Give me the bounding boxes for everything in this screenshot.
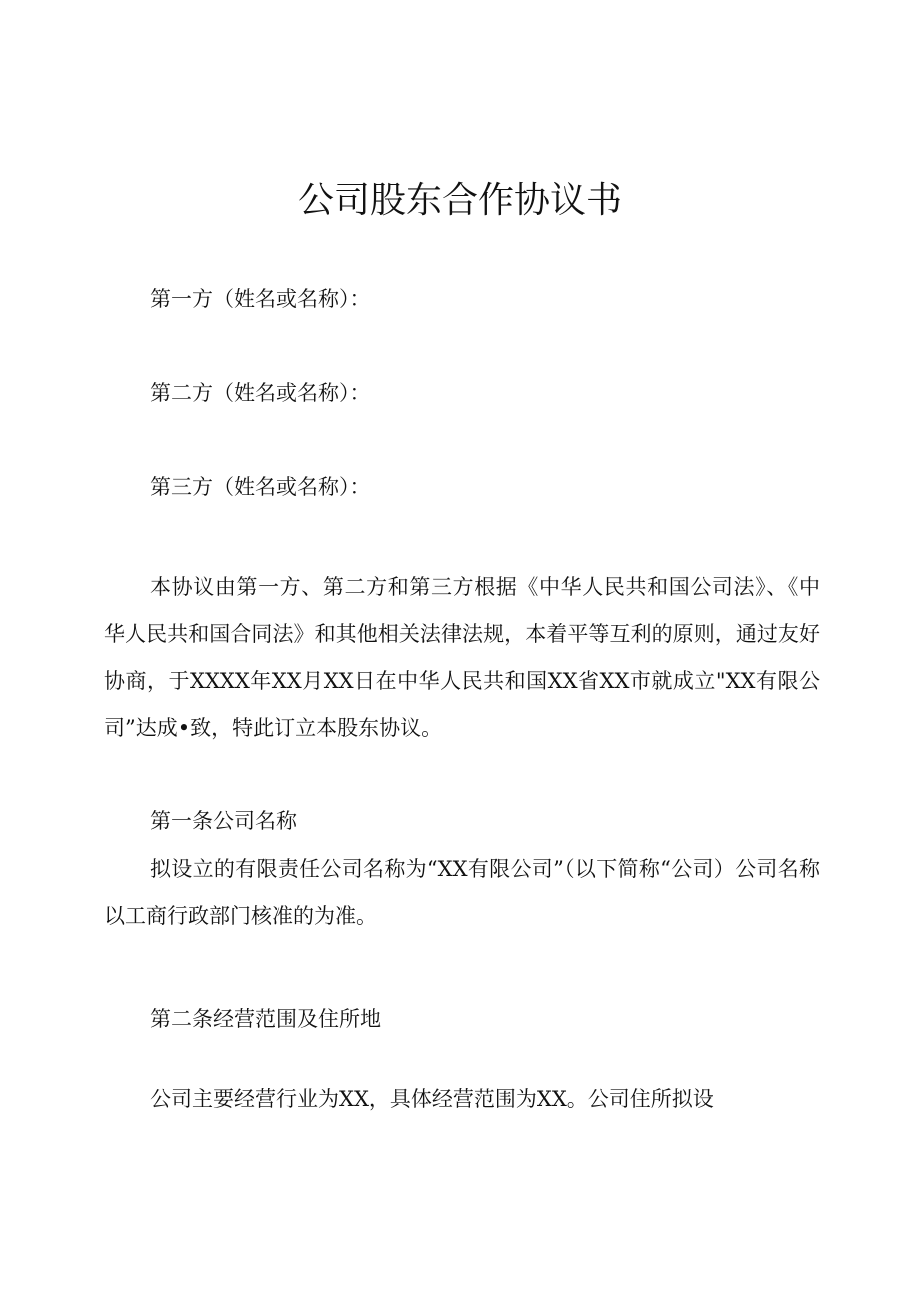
- party-three-line: 第三方（姓名或名称）：: [150, 475, 371, 499]
- article-two-heading: 第二条经营范围及住所地: [150, 1007, 381, 1031]
- party-two-line: 第二方（姓名或名称）：: [150, 381, 371, 405]
- article-two-body: 公司主要经营行业为XX，具体经营范围为XX。公司住所拟设: [150, 1087, 714, 1111]
- intro-paragraph: 本协议由第一方、第二方和第三方根据《中华人民共和国公司法》、《中华人民共和国合同法》和其他相关法律法规，本着平等互利的原则，通过友好协商，于XXXX年XX月XX日在中华人民共和国XX省XX市就成立"XX有限公司”达成•致，特此订立本股东协议。: [104, 575, 820, 740]
- article-one-body: 拟设立的有限责任公司名称为“XX有限公司”（以下简称“公司）公司名称以工商行政部门核准的为准。: [104, 857, 820, 928]
- article-one-heading: 第一条公司名称: [150, 809, 297, 833]
- document-title: 公司股东合作协议书: [297, 180, 622, 221]
- party-one-line: 第一方（姓名或名称）：: [150, 287, 371, 311]
